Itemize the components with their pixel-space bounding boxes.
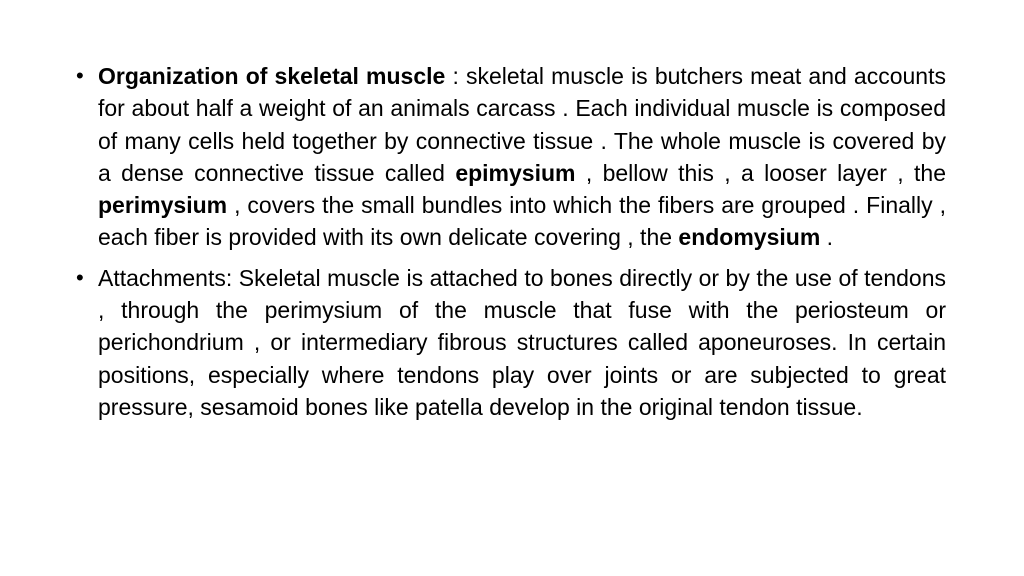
bullet-item-organization (76, 60, 946, 254)
bullet-item-attachments (76, 262, 946, 423)
term-epimysium: epimysium (455, 159, 576, 186)
bullet-marker: • (76, 264, 84, 290)
organization-text-2: , bellow this , a looser layer , the (575, 159, 947, 186)
bullet-list (76, 60, 946, 431)
organization-text-4: . (820, 224, 834, 251)
organization-text-1: : skeletal muscle is butchers meat and accounts for about half a weight of an animals carcass . Each individual muscle is composed of many cells held together by connective tissue . The whole muscle is covered by a dense connective tissue called (98, 63, 946, 186)
term-endomysium: endomysium (678, 224, 821, 251)
organization-text-3: , covers the small bundles into which the fibers are grouped . Finally , each fiber is provided with its own delicate covering , the (98, 192, 946, 251)
bullet-marker: • (76, 63, 84, 88)
term-perimysium: perimysium (98, 192, 228, 219)
organization-heading: Organization of skeletal muscle (98, 63, 446, 89)
attachments-text: Attachments: Skeletal muscle is attached to bones directly or by the use of tendons , through the perimysium of the muscle that fuse with the periosteum or perichondrium , or intermediary fibrous structures called aponeuroses. In certain positions, especially where tendons play over joints or are subjected to great pressure, sesamoid bones like patella develop in the original tendon tissue. (98, 264, 946, 420)
